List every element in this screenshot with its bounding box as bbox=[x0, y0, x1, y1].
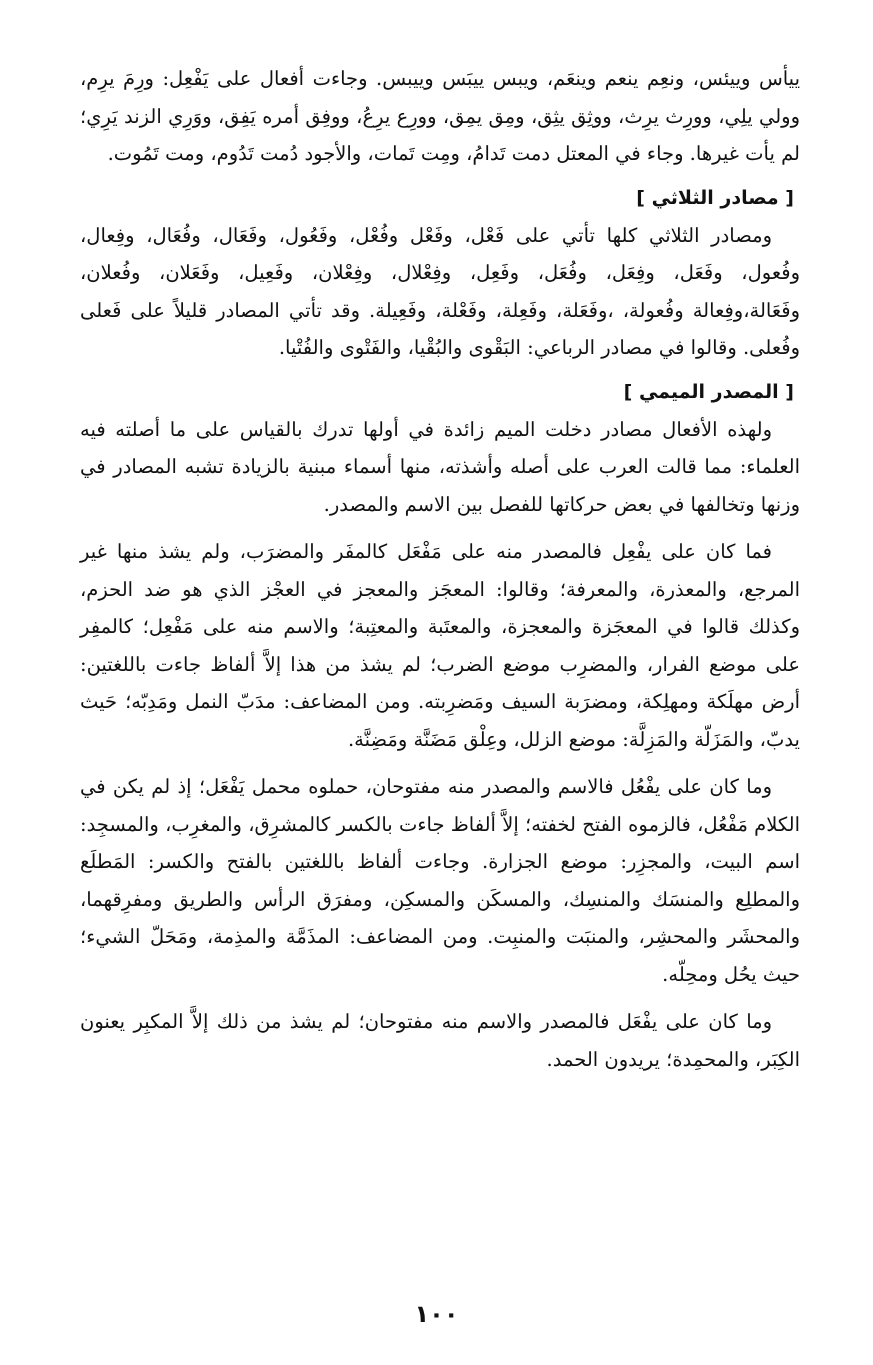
paragraph-yaf-ul-mimi: وما كان على يفْعُل فالاسم والمصدر منه مفتوحان، حملوه محمل يَفْعَل؛ إذ لم يكن في الكلام مَفْعُل، فالزموه الفتح لخفته؛ إلاَّ ألفاظ جاءت بالكسر كالمشرِق، والمغرِب، والمسجِد: اسم البيت، والمجزِر: موضع الجزارة. وجاءت ألفاظ باللغتين بالفتح والكسر: المَطلَع والمطلِع والمنسَك والمنسِك، والمسكَن والمسكِن، ومفرَق الرأس والطريق ومفرِقهما، والمحشَر والمحشِر، والمنبَت والمنبِت. ومن المضاعف: المذَمَّة والمذِمة، ومَحَلّ الشيء؛ حيث يحُل ومحِلّه. bbox=[80, 775, 800, 986]
paragraph-mimi-intro: ولهذه الأفعال مصادر دخلت الميم زائدة في أولها تدرك بالقياس على ما أصلته فيه العلماء: مما قالت العرب على أصله وأشذته، منها أسماء مبنية بالزيادة تشبه المصادر في وزنها وتخالفها في بعض حركاتها للفصل بين الاسم والمصدر. bbox=[80, 417, 800, 516]
paragraph-yaf-il-verbs: ييأس وييئس، ونعِم ينعم وينعَم، ويبس ييبَس وييبس. وجاءت أفعال على يَفْعِل: ورِمَ يرِم، وولي يلِي، وورِث يرِث، ووثِق يثِق، ومِق يمِق، وورِع يرِعُ، ووفِق أمره يَفِق، ووَرِي الزند يَرِي؛ لم يأت غيرها. وجاء في المعتل دمت تَدامُ، ومِت تَمات، والأجود دُمت تَدُوم، ومت تَمُوت. bbox=[80, 67, 800, 165]
heading-thulathi-masdar: [ مصادر الثلاثي ] bbox=[636, 186, 794, 209]
paragraph-yaf-il-mimi: فما كان على يفْعِل فالمصدر منه على مَفْعَل كالمفَر والمضرَب، ولم يشذ منها غير المرجع، والمعذرة، والمعرفة؛ وقالوا: المعجَز والمعجز في العجْز الذي هو ضد الحزم، وكذلك قالوا في المعجَزة والمعجزة، والمعتَبة والمعتِبة؛ والاسم منه على مَفْعِل؛ كالمفِر على موضع الفرار، والمضرِب موضع الضرب؛ لم يشذ من هذا إلاَّ ألفاظ جاءت باللغتين: أرض مهلَكة ومهلِكة، ومضرَبة السيف ومَضرِبته. ومن المضاعف: مدَبّ النمل ومَدِبّه؛ حَيث يدبّ، والمَزَلّة والمَزِلَّة: موضع الزلل، وعِلْق مَضَنَّة ومَضِنَّة. bbox=[80, 540, 800, 751]
paragraph-yaf-al-mimi: وما كان على يفْعَل فالمصدر والاسم منه مفتوحان؛ لم يشذ من ذلك إلاَّ المكبِر يعنون الكِبَر، والمحمِدة؛ يريدون الحمد. bbox=[80, 1010, 800, 1071]
page-number: ١٠٠ bbox=[414, 1300, 459, 1328]
page-body bbox=[80, 60, 800, 1078]
heading-mimi-masdar: [ المصدر الميمي ] bbox=[623, 380, 794, 403]
paragraph-thulathi-masdar: ومصادر الثلاثي كلها تأتي على فَعْل، وفَعْل وفُعْل، وفَعُول، وفَعَال، وفُعَال، وفِعال، وفُعول، وفَعَل، وفِعَل، وفُعَل، وفَعِل، وفِعْلال، وفِعْلان، وفَعِيل، وفَعَلان، وفُعلان، وفَعَالة،وفِعالة وفُعولة، ،وفَعَلة، وفَعِلة، وفَعْلة، وفَعِيلة. وقد تأتي المصادر قليلاً على فَعلى وفُعلى. وقالوا في مصادر الرباعي: البَقْوى والبُقْيا، والفَتْوى والفُتْيا. bbox=[80, 223, 800, 359]
